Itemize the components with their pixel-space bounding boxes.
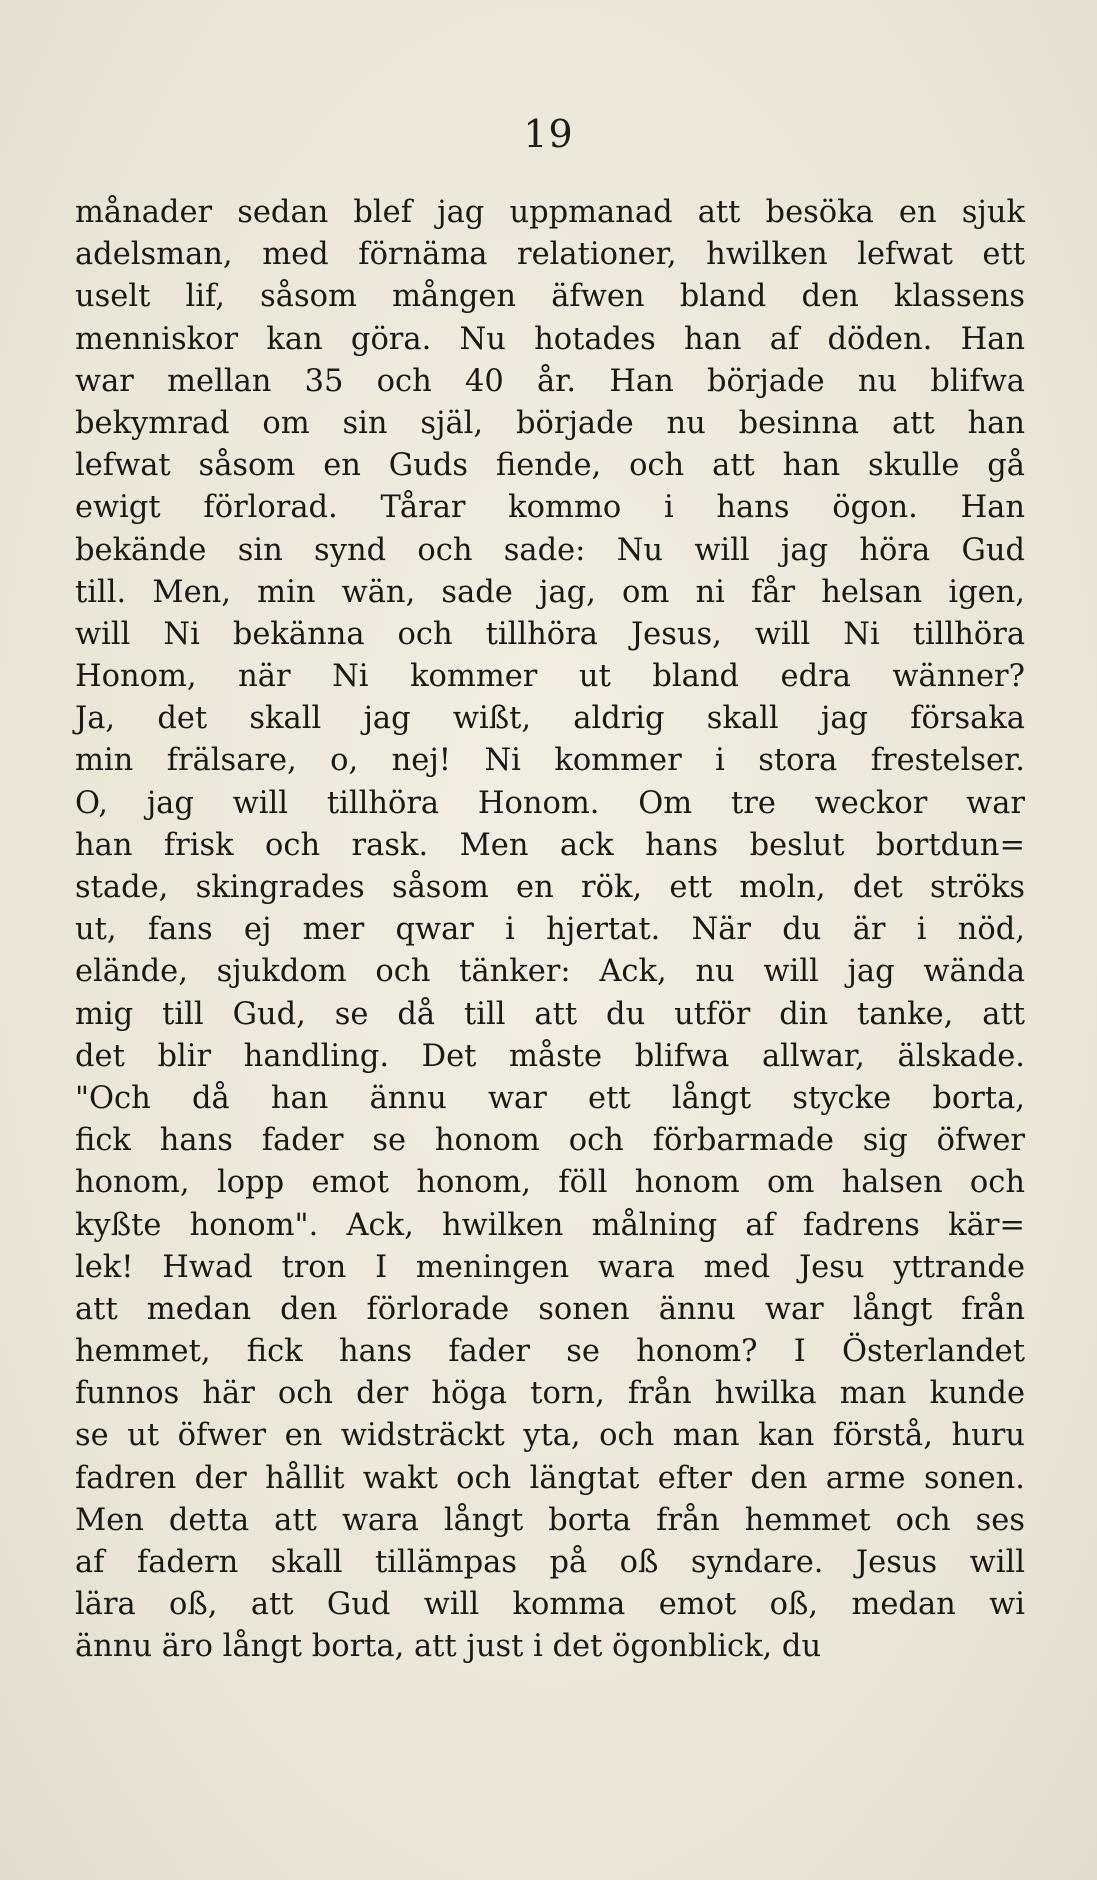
text-line: uselt lif, såsom mången äfwen bland den klassens bbox=[75, 279, 1025, 315]
text-line: ewigt förlorad. Tårar kommo i hans ögon. Han bbox=[75, 490, 1025, 526]
text-line: min frälsare, o, nej! Ni kommer i stora frestelser. bbox=[75, 743, 1025, 779]
text-line: O, jag will tillhöra Honom. Om tre weckor war bbox=[75, 785, 1025, 821]
text-line: lefwat såsom en Guds fiende, och att han skulle gå bbox=[75, 448, 1025, 484]
text-line: Honom, när Ni kommer ut bland edra wänner? bbox=[75, 659, 1025, 695]
text-line: bekymrad om sin själ, började nu besinna att han bbox=[75, 405, 1025, 441]
text-line: bekände sin synd och sade: Nu will jag höra Gud bbox=[75, 532, 1025, 568]
text-line: af fadern skall tillämpas på oß syndare. Jesus will bbox=[75, 1545, 1025, 1580]
text-line: se ut öfwer en widsträckt yta, och man kan förstå, huru bbox=[75, 1418, 1025, 1454]
body-text bbox=[75, 192, 1025, 1669]
text-line: ännu äro långt borta, att just i det ögonblick, du bbox=[75, 1629, 822, 1665]
text-line: honom, lopp emot honom, föll honom om halsen och bbox=[75, 1165, 1025, 1201]
text-line: Men detta att wara långt borta från hemmet och ses bbox=[75, 1502, 1025, 1538]
text-line: hemmet, fick hans fader se honom? I Österlandet bbox=[75, 1334, 1025, 1370]
text-line: elände, sjukdom och tänker: Ack, nu will jag wända bbox=[75, 954, 1025, 990]
page-number: 19 bbox=[523, 112, 574, 156]
text-line: menniskor kan göra. Nu hotades han af döden. Han bbox=[75, 321, 1025, 357]
text-line: kyßte honom". Ack, hwilken målning af fadrens kär= bbox=[75, 1207, 1025, 1243]
text-line: fadren der hållit wakt och längtat efter den arme sonen. bbox=[75, 1460, 1025, 1496]
text-line: Ja, det skall jag wißt, aldrig skall jag försaka bbox=[75, 701, 1025, 737]
text-line: han frisk och rask. Men ack hans beslut bortdun= bbox=[75, 827, 1025, 863]
text-line: till. Men, min wän, sade jag, om ni får helsan igen, bbox=[75, 574, 1025, 610]
text-line: fick hans fader se honom och förbarmade sig öfwer bbox=[75, 1123, 1025, 1159]
text-line: will Ni bekänna och tillhöra Jesus, will Ni tillhöra bbox=[75, 616, 1025, 652]
text-line: mig till Gud, se då till att du utför din tanke, att bbox=[75, 996, 1025, 1032]
text-line: funnos här och der höga torn, från hwilka man kunde bbox=[75, 1376, 1025, 1412]
text-line: adelsman, med förnäma relationer, hwilken lefwat ett bbox=[75, 237, 1025, 273]
text-line: ut, fans ej mer qwar i hjertat. När du är i nöd, bbox=[75, 912, 1025, 948]
text-line: war mellan 35 och 40 år. Han började nu blifwa bbox=[75, 363, 1025, 399]
text-line: månader sedan blef jag uppmanad att besöka en sjuk bbox=[75, 195, 1025, 230]
text-line: lek! Hwad tron I meningen wara med Jesu yttrande bbox=[75, 1249, 1025, 1285]
text-line: stade, skingrades såsom en rök, ett moln, det ströks bbox=[75, 870, 1025, 905]
text-line: lära oß, att Gud will komma emot oß, medan wi bbox=[75, 1587, 1025, 1623]
text-line: att medan den förlorade sonen ännu war långt från bbox=[75, 1291, 1025, 1327]
text-line: "Och då han ännu war ett långt stycke borta, bbox=[75, 1080, 1025, 1116]
text-line: det blir handling. Det måste blifwa allwar, älskade. bbox=[75, 1038, 1025, 1074]
